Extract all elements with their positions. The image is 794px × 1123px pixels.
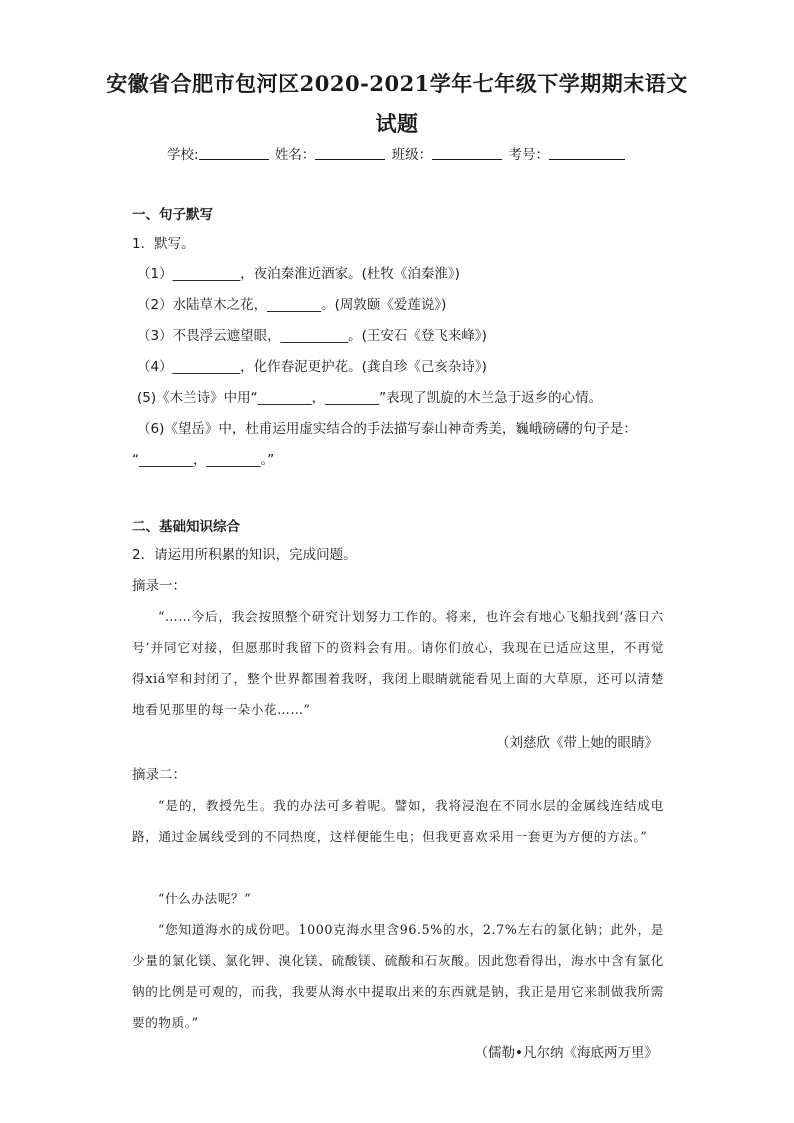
class-blank[interactable] [432,145,502,160]
student-info-row [0,145,794,165]
excerpt-1-text: “……今后，我会按照整个研究计划努力工作的。将来，也许会有地心飞船找到‘落日六号’并同它对接，但愿那时我留下的资料会有用。请你们放心，我现在已适应这里，不再觉得xiá窄和封闭了，整个世界都围着我呀，我闭上眼睛就能看见上面的大草原，还可以清楚地看见那里的每一朵小花……” [132,609,664,717]
question-2-prompt: 2．请运用所积累的知识，完成问题。 [132,547,357,563]
name-label: 姓名： [274,147,316,163]
school-blank[interactable] [199,145,269,160]
q1-item-1: （1）__________，夜泊秦淮近酒家。(杜牧《泊秦淮》) [137,266,460,282]
excerpt-2-paragraph-1: “是的，教授先生。我的办法可多着呢。譬如，我将浸泡在不同水层的金属线连结成电路，通过金属线受到的不同热度，这样便能生电；但我更喜欢采用一套更为方便的方法。” [132,798,664,844]
q1-item-3: （3）不畏浮云遮望眼，__________。(王安石《登飞来峰》) [137,328,487,344]
q1-item-2: （2）水陆草木之花，________。(周敦颐《爱莲说》) [137,297,447,313]
name-blank[interactable] [315,145,385,160]
q1-item-6-answer: “________，________。” [132,452,275,468]
exam-title-line-1: 安徽省合肥市包河区2020-2021学年七年级下学期期末语文 [106,71,688,96]
q1-item-6: （6)《望岳》中，杜甫运用虚实结合的手法描写泰山神奇秀美，巍峨磅礴的句子是： [137,421,637,437]
class-label: 班级： [391,147,433,163]
question-1-prompt: 1．默写。 [132,236,195,252]
excerpt-1-label: 摘录一： [132,578,186,594]
q1-item-5: (5)《木兰诗》中用“________，________”表现了凯旋的木兰急于返乡的心情。 [137,390,603,406]
id-label: 考号： [508,147,549,163]
excerpt-2-paragraph-3: “您知道海水的成份吧。1000克海水里含96.5%的水，2.7%左右的氯化钠；此外，是少量的氯化镁、氯化钾、溴化镁、硫酸镁、硫酸和石灰酸。因此您看得出，海水中含有氯化钠的比例是可观的，而我，我要从海水中提取出来的东西就是钠，我正是用它来制做我所需要的物质。” [132,922,664,1030]
excerpt-1-source: （刘慈欣《带上她的眼睛》 [496,735,658,751]
school-label: 学校: [167,147,199,163]
section-2-heading: 二、基础知识综合 [132,519,240,535]
excerpt-2-source: （儒勒•凡尔纳《海底两万里》 [474,1045,658,1061]
exam-title-line-2: 试题 [375,111,419,136]
id-blank[interactable] [549,145,625,160]
excerpt-2-paragraph-2: “什么办法呢？” [158,891,252,906]
q1-item-4: （4）__________，化作春泥更护花。(龚自珍《己亥杂诗》) [137,359,487,375]
section-1-heading: 一、句子默写 [132,207,213,223]
excerpt-2-label: 摘录二： [132,767,186,783]
